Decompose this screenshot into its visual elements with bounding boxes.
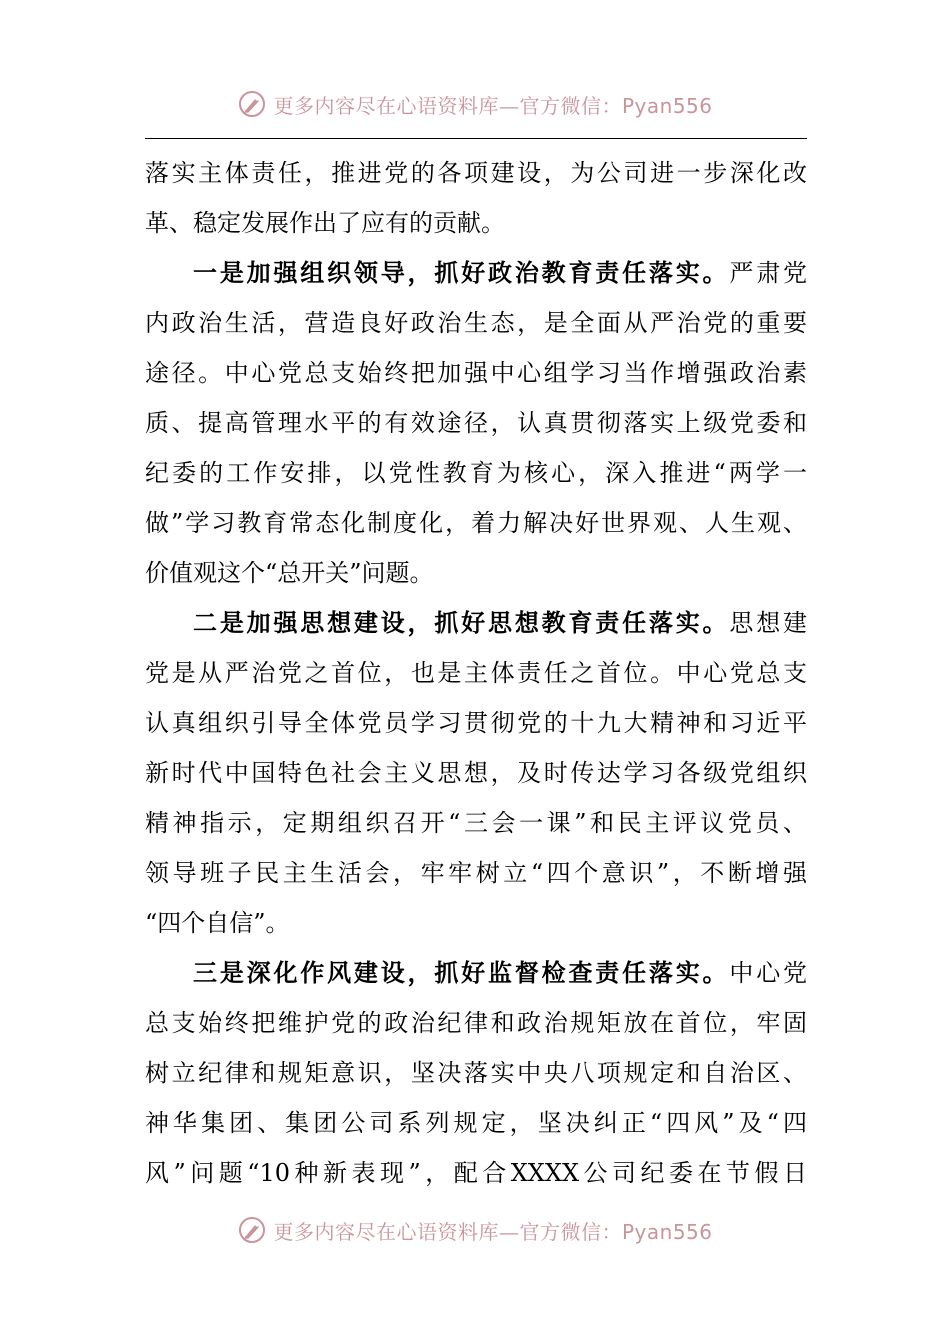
watermark-wechat-id: Pyan556 <box>621 93 713 118</box>
text-line: 精神指示，定期组织召开“三会一课”和民主评议党员、 <box>145 809 807 837</box>
pen-nib-logo-icon <box>237 1215 267 1245</box>
watermark-wechat-id: Pyan556 <box>621 1219 713 1244</box>
watermark-text <box>273 90 712 119</box>
text-line: 革、稳定发展作出了应有的贡献。 <box>145 209 505 237</box>
header-rule <box>145 138 807 139</box>
paragraph-conduct <box>145 948 807 1198</box>
watermark-text-cn: 更多内容尽在心语资料库—官方微信： <box>273 93 622 118</box>
text-line: 内政治生活，营造良好政治生态，是全面从严治党的重要 <box>145 309 807 337</box>
text-line: 风”问题“10种新表现”，配合XXXX公司纪委在节假日 <box>145 1159 807 1187</box>
text-line: 做”学习教育常态化制度化，着力解决好世界观、人生观、 <box>145 509 807 537</box>
text-line <box>145 598 807 648</box>
footer-watermark <box>0 1210 950 1250</box>
text-line <box>145 948 807 998</box>
text-line: 质、提高管理水平的有效途径，认真贯彻落实上级党委和 <box>145 409 807 437</box>
text-line: 价值观这个“总开关”问题。 <box>145 559 434 587</box>
text-run: 中心党 <box>729 959 808 987</box>
paragraph-intro <box>145 148 807 248</box>
section-heading: 一是加强组织领导，抓好政治教育责任落实。 <box>193 258 730 287</box>
document-body <box>145 148 807 1198</box>
pen-nib-logo-icon <box>237 89 267 119</box>
text-line: 新时代中国特色社会主义思想，及时传达学习各级党组织 <box>145 759 807 787</box>
section-heading: 三是深化作风建设，抓好监督检查责任落实。 <box>193 958 730 987</box>
watermark-text-cn: 更多内容尽在心语资料库—官方微信： <box>273 1219 622 1244</box>
text-line: 树立纪律和规矩意识，坚决落实中央八项规定和自治区、 <box>145 1059 807 1087</box>
text-run: 严肃党 <box>729 259 808 287</box>
text-line: 神华集团、集团公司系列规定，坚决纠正“四风”及“四 <box>145 1109 807 1137</box>
text-line: 落实主体责任，推进党的各项建设，为公司进一步深化改 <box>145 159 807 187</box>
text-line: 党是从严治党之首位，也是主体责任之首位。中心党总支 <box>145 659 807 687</box>
watermark-text <box>273 1216 712 1245</box>
text-line: 领导班子民主生活会，牢牢树立“四个意识”，不断增强 <box>145 859 807 887</box>
text-line: 纪委的工作安排，以党性教育为核心，深入推进“两学一 <box>145 459 807 487</box>
text-run: 思想建 <box>729 609 808 637</box>
text-line: 认真组织引导全体党员学习贯彻党的十九大精神和习近平 <box>145 709 807 737</box>
text-line: 总支始终把维护党的政治纪律和政治规矩放在首位，牢固 <box>145 1009 807 1037</box>
text-line: 途径。中心党总支始终把加强中心组学习当作增强政治素 <box>145 359 807 387</box>
section-heading: 二是加强思想建设，抓好思想教育责任落实。 <box>193 608 730 637</box>
paragraph-ideology <box>145 598 807 948</box>
text-line <box>145 248 807 298</box>
paragraph-organization <box>145 248 807 598</box>
header-watermark <box>0 84 950 124</box>
text-line: “四个自信”。 <box>145 909 290 937</box>
